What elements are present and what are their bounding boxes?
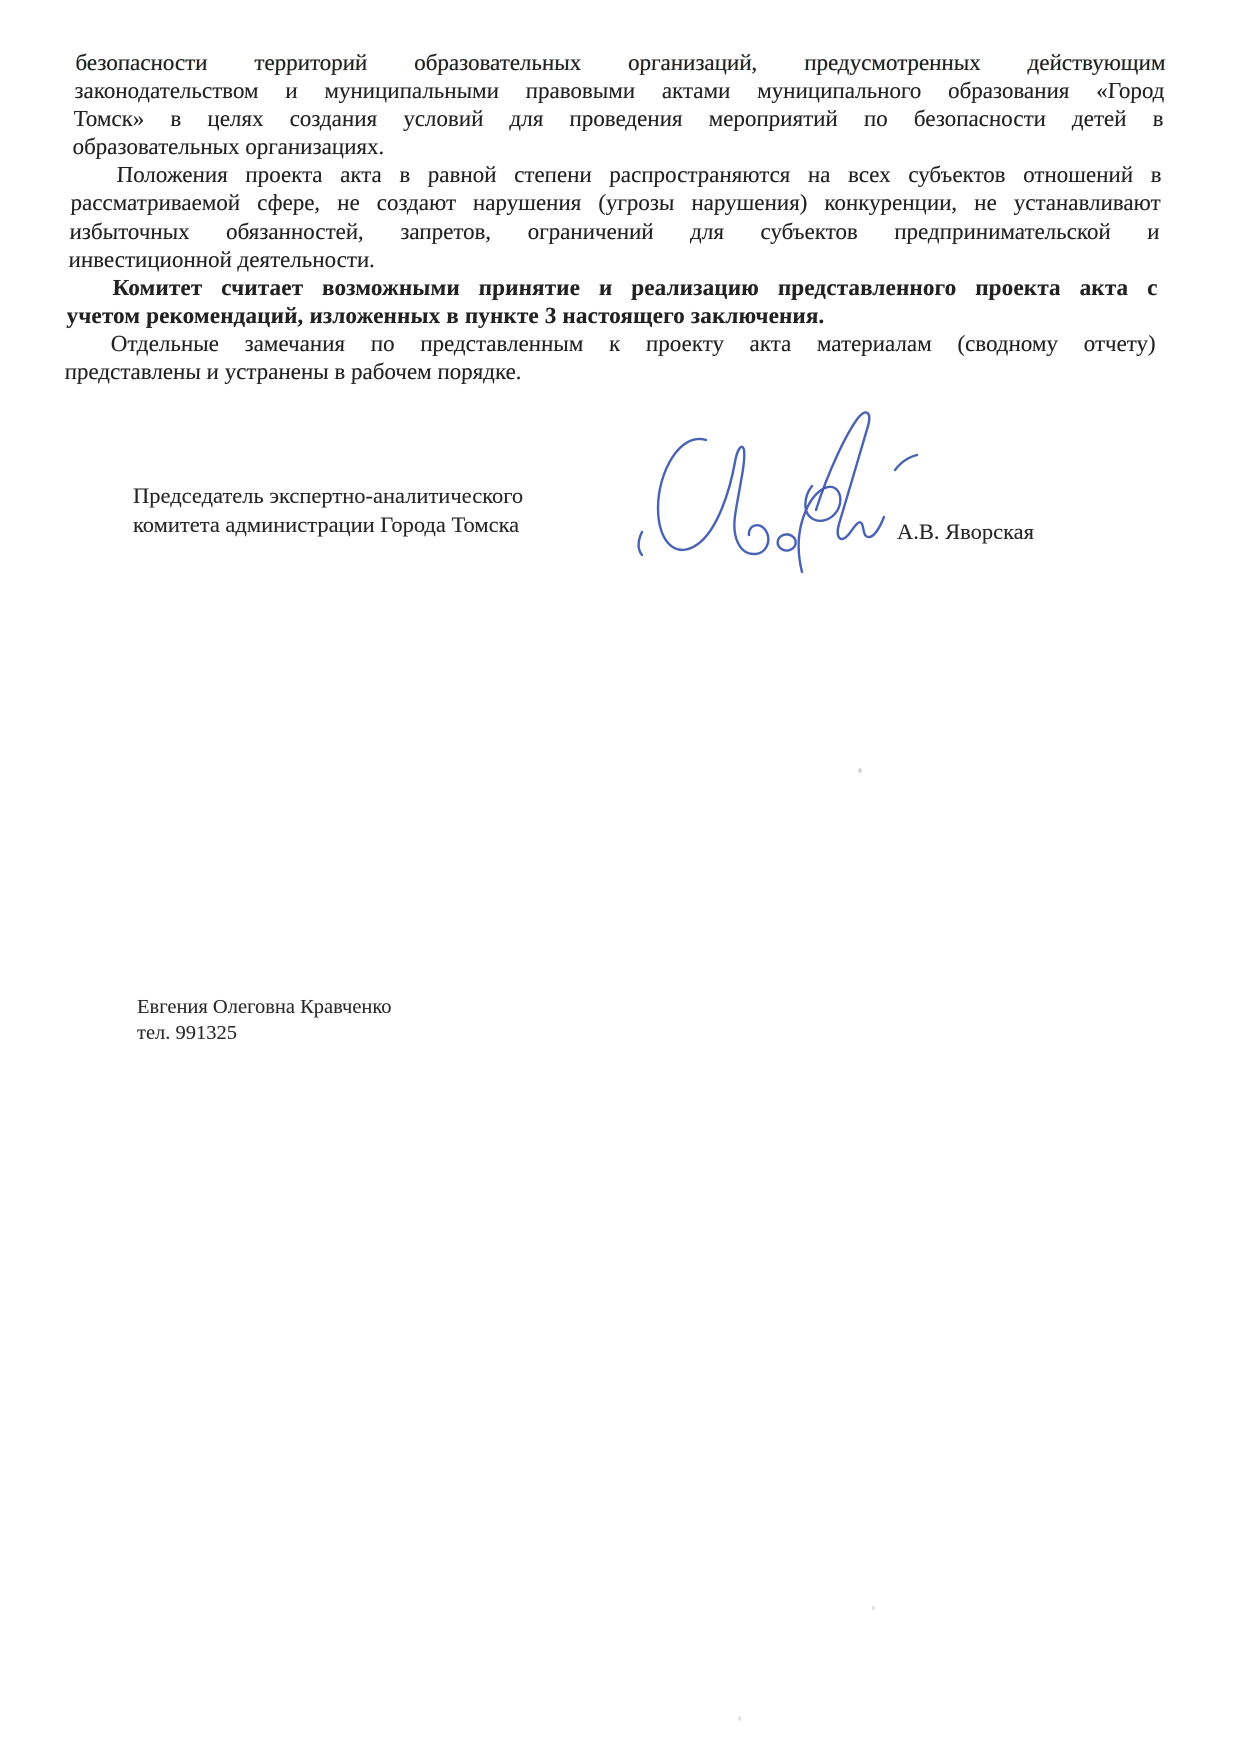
text-line: Томск» в целях создания условий для проведения мероприятий по безопасности детей в: [73, 106, 1165, 132]
signature-title-line: Председатель экспертно-аналитического: [133, 483, 524, 508]
text-line: Комитет считает возможными принятие и реализацию представленного проекта акта с: [112, 274, 1159, 300]
document-body-text: [64, 49, 1166, 386]
paragraph-2: [68, 161, 1162, 273]
text-line: образовательных организациях.: [72, 134, 385, 160]
handwritten-signature-icon: [618, 394, 920, 576]
text-line: учетом рекомендаций, изложенных в пункте 3 настоящего заключения.: [66, 302, 826, 328]
contact-phone: тел. 991325: [137, 1021, 238, 1044]
scan-speck: [872, 1606, 875, 1610]
text-line: инвестиционной деятельности.: [68, 246, 376, 272]
scan-speck: [858, 768, 862, 773]
text-line: законодательством и муниципальными правовыми актами муниципального образования «Город: [74, 78, 1165, 104]
scan-speck: [738, 1716, 741, 1721]
paragraph-4: [64, 330, 1156, 386]
contact-name: Евгения Олеговна Кравченко: [137, 996, 392, 1018]
text-line: представлены и устранены в рабочем порядке.: [64, 359, 523, 385]
signer-name: А.В. Яворская: [897, 519, 1035, 544]
signature-position-title: [133, 482, 603, 539]
paragraph-1: [72, 49, 1166, 161]
text-line: безопасности территорий образовательных организаций, предусмотренных действующим: [75, 50, 1166, 75]
paragraph-3-resolution: [66, 274, 1158, 330]
text-line: Положения проекта акта в равной степени распространяются на всех субъектов отношений в: [116, 162, 1163, 188]
text-line: избыточных обязанностей, запретов, ограничений для субъектов предпринимательской и: [69, 218, 1161, 244]
signature-title-line: комитета администрации Города Томска: [133, 511, 520, 537]
text-line: Отдельные замечания по представленным к проекту акта материалам (сводному отчету): [110, 330, 1157, 356]
text-line: рассматриваемой сфере, не создают нарушения (угрозы нарушения) конкуренции, не устанавливают: [70, 190, 1162, 216]
executor-contact: [137, 995, 392, 1046]
